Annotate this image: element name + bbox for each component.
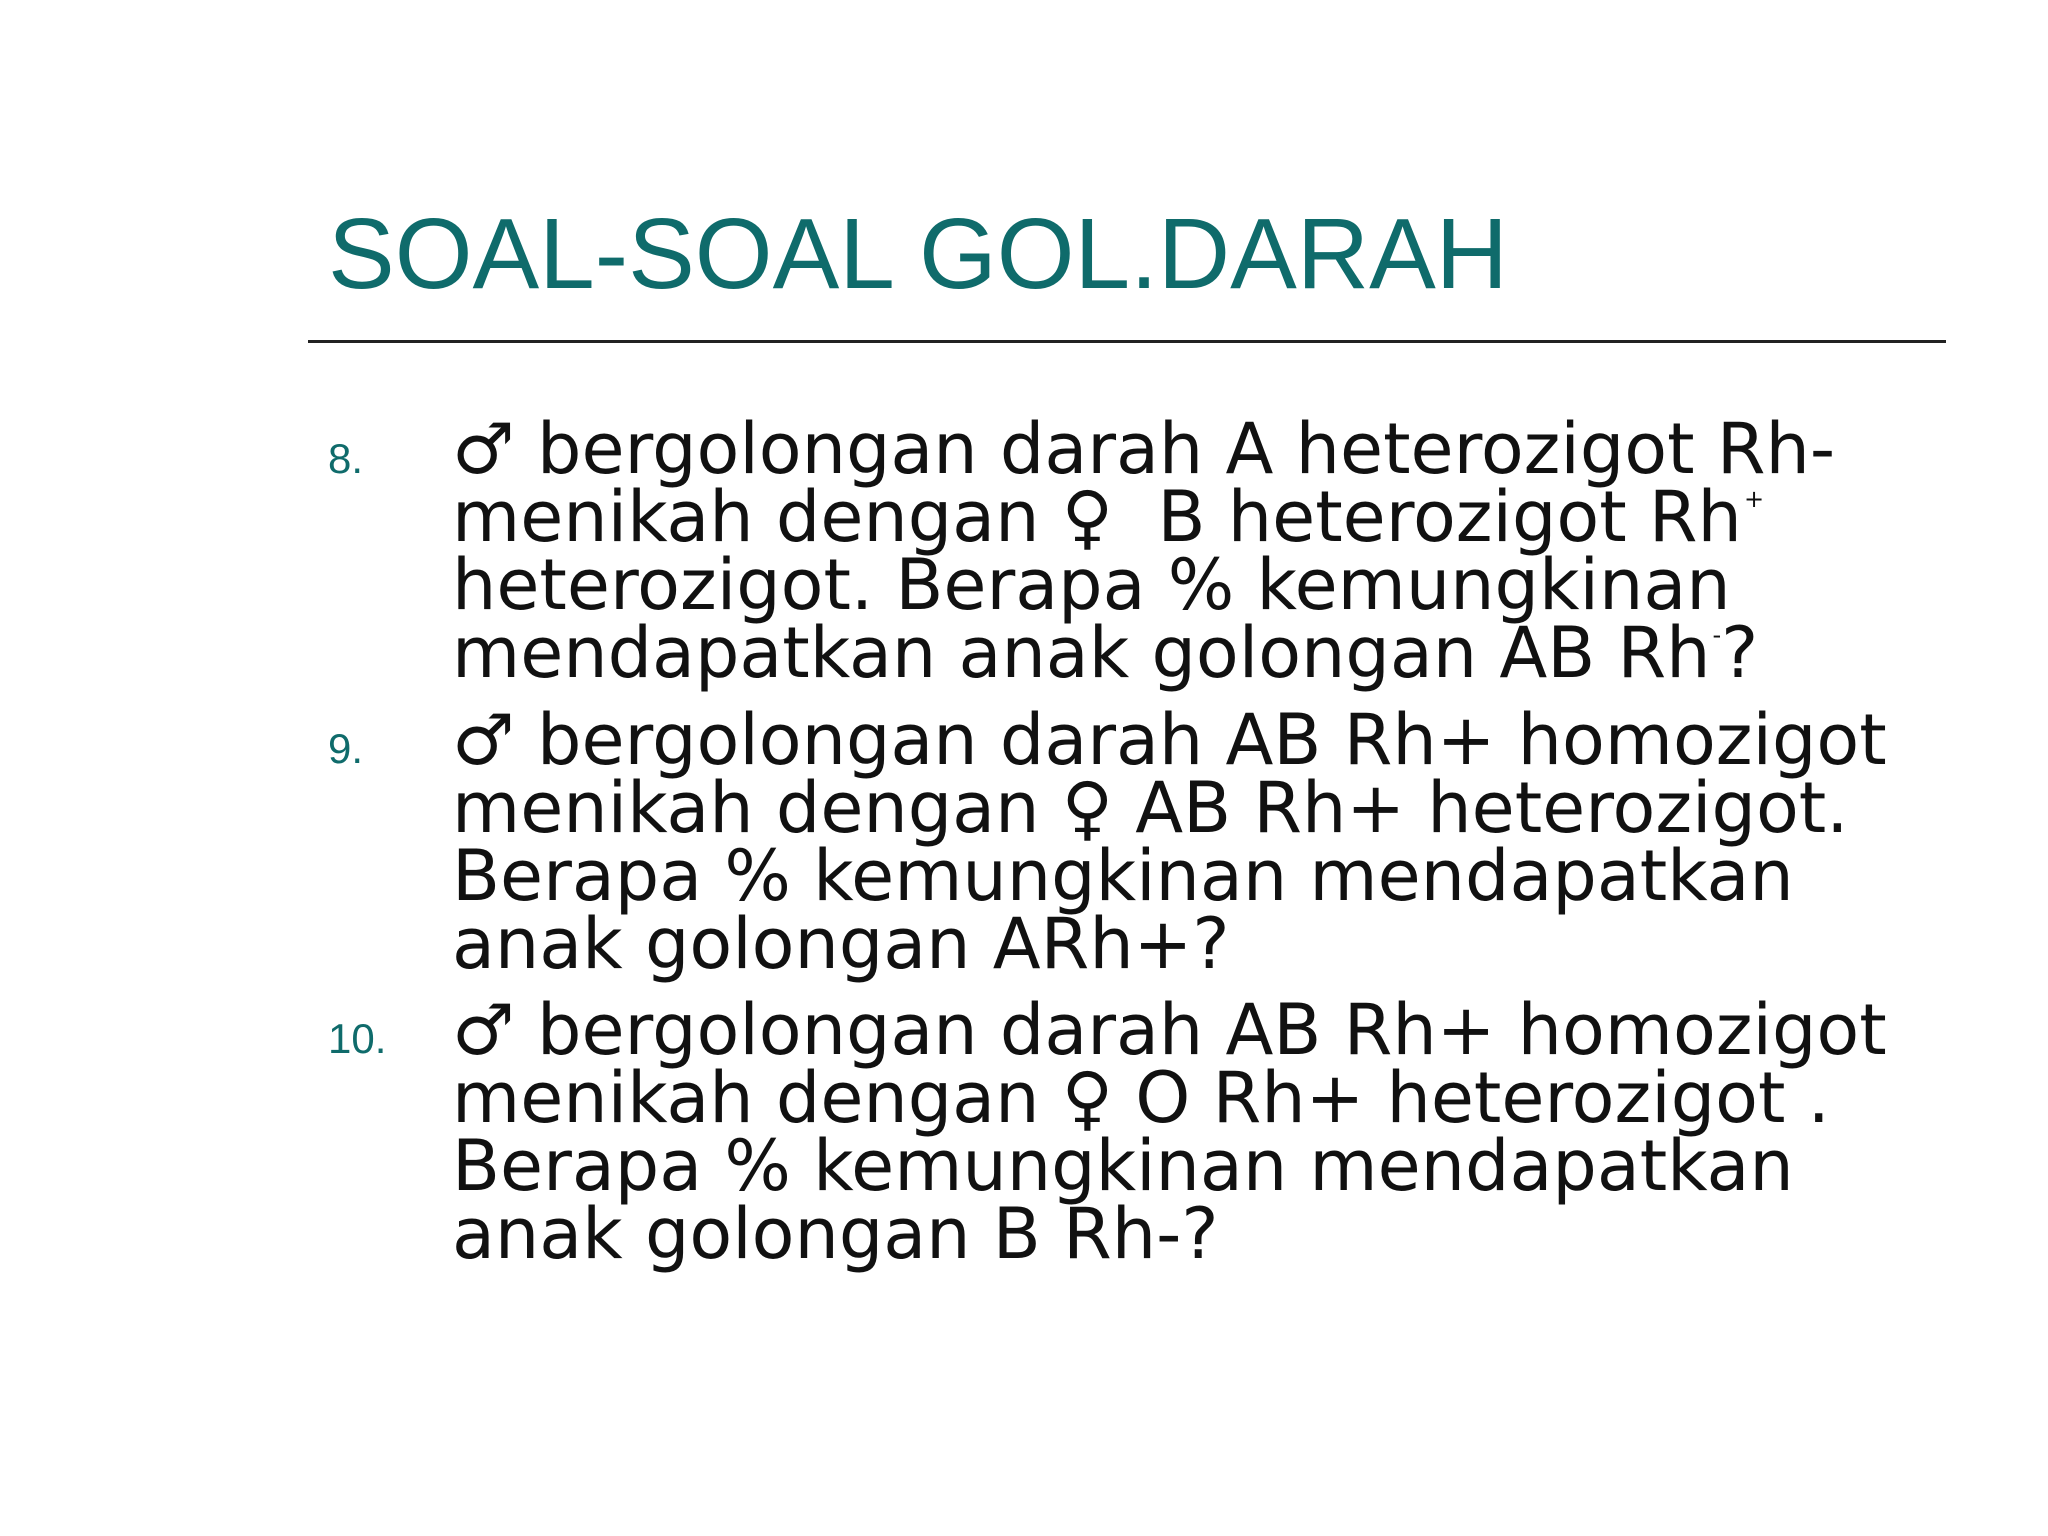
question-line-text: Berapa % kemungkinan mendapatkan	[452, 835, 1794, 917]
female-symbol-icon: ♀	[1061, 476, 1113, 558]
question-line-text: heterozigot. Berapa % kemungkinan	[452, 544, 1731, 626]
male-symbol-icon: ♂	[452, 989, 515, 1071]
question-line	[452, 1057, 2012, 1139]
question-text	[452, 408, 2012, 694]
question-line	[452, 476, 2012, 558]
question-line-text: menikah dengan	[452, 1057, 1062, 1139]
male-symbol-icon: ♂	[452, 699, 515, 781]
question-line	[452, 612, 2012, 694]
question-line-text: O Rh+ heterozigot .	[1112, 1057, 1830, 1139]
female-symbol-icon: ♀	[1061, 767, 1113, 849]
question-line	[452, 1193, 2012, 1275]
question-line	[452, 767, 2012, 849]
title-divider	[308, 340, 1946, 343]
question-number: 10.	[328, 1015, 387, 1062]
question-line-text: bergolongan darah A heterozigot Rh-	[514, 408, 1836, 490]
superscript-minus: -	[1712, 621, 1722, 649]
question-line-text: Berapa % kemungkinan mendapatkan	[452, 1125, 1794, 1207]
question-line-text: anak golongan ARh+?	[452, 903, 1230, 985]
female-symbol-icon: ♀	[1061, 1057, 1113, 1139]
question-line	[452, 835, 2012, 917]
question-line-text: anak golongan B Rh-?	[452, 1193, 1219, 1275]
question-line-text: menikah dengan	[452, 476, 1062, 558]
question-text	[452, 699, 2012, 985]
question-line	[452, 1125, 2012, 1207]
question-line-text: B heterozigot Rh	[1112, 476, 1742, 558]
question-line	[452, 989, 2012, 1071]
superscript-plus: +	[1743, 485, 1765, 513]
male-symbol-icon: ♂	[452, 408, 515, 490]
question-line-text: mendapatkan anak golongan AB Rh	[452, 612, 1711, 694]
question-line	[452, 544, 2012, 626]
question-text	[452, 989, 2012, 1275]
question-line	[452, 699, 2012, 781]
question-line-text: bergolongan darah AB Rh+ homozigot	[514, 989, 1887, 1071]
question-line-text: menikah dengan	[452, 767, 1062, 849]
question-line-text: ?	[1721, 612, 1759, 694]
question-number: 8.	[328, 435, 364, 482]
question-line	[452, 903, 2012, 985]
question-line-text: bergolongan darah AB Rh+ homozigot	[514, 699, 1887, 781]
question-line	[452, 408, 2012, 490]
question-number: 9.	[328, 725, 364, 772]
question-line-text: AB Rh+ heterozigot.	[1112, 767, 1849, 849]
slide-title: SOAL-SOAL GOL.DARAH	[328, 198, 1508, 310]
